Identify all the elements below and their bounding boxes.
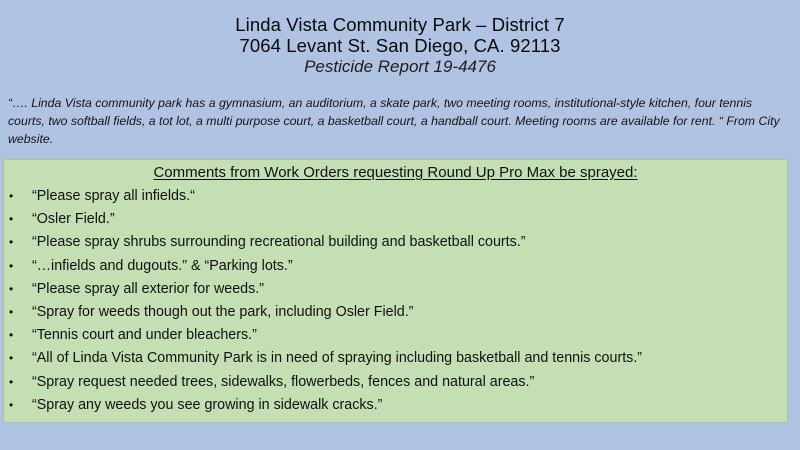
park-title: Linda Vista Community Park – District 7: [235, 14, 565, 35]
bullet-icon: •: [9, 281, 14, 296]
comment-text: “Spray any weeds you see growing in sidewalk cracks.”: [32, 396, 383, 413]
bullet-icon: •: [9, 189, 14, 203]
bullet-icon: •: [9, 212, 14, 227]
comments-list: [4, 185, 787, 417]
list-item: [4, 394, 787, 417]
list-item: [4, 347, 787, 370]
list-item: [4, 185, 787, 208]
comment-text: “Osler Field.”: [32, 211, 115, 228]
list-item: [4, 278, 787, 301]
comment-text: “Please spray shrubs surrounding recreational building and basketball courts.”: [32, 234, 526, 251]
list-item: [4, 231, 787, 254]
comment-text: “All of Linda Vista Community Park is in need of spraying including basketball and tennis courts.”: [32, 350, 643, 367]
bullet-icon: •: [9, 305, 14, 320]
report-number: Pesticide Report 19-4476: [304, 57, 496, 76]
park-description-quote: “…. Linda Vista community park has a gymnasium, an auditorium, a skate park, two meeting rooms, institutional-style kitchen, four tennis courts, two softball fields, a tot lot, a multi purpose court, a basketball court, a handball court. Meeting rooms are available for rent. “ From City website.: [8, 96, 780, 146]
comment-text: “Tennis court and under bleachers.”: [32, 327, 257, 344]
bullet-icon: •: [9, 258, 14, 273]
comment-text: “Spray request needed trees, sidewalks, flowerbeds, fences and natural areas.”: [32, 373, 535, 390]
bullet-icon: •: [9, 397, 14, 412]
comment-text: “…infields and dugouts.” & “Parking lots.”: [32, 257, 293, 274]
comments-heading: Comments from Work Orders requesting Round Up Pro Max be sprayed:: [153, 164, 638, 181]
comment-text: “Please spray all exterior for weeds.”: [32, 280, 265, 297]
work-order-comments-panel: [3, 159, 788, 423]
list-item: [4, 208, 787, 231]
bullet-icon: •: [9, 235, 14, 250]
list-item: [4, 371, 787, 394]
list-item: [4, 324, 787, 347]
comment-text: “Spray for weeds though out the park, including Osler Field.”: [32, 304, 414, 321]
comment-text: “Please spray all infields.“: [32, 188, 195, 204]
report-header: [0, 14, 800, 77]
list-item: [4, 301, 787, 324]
bullet-icon: •: [9, 328, 14, 343]
list-item: [4, 255, 787, 278]
bullet-icon: •: [9, 351, 14, 366]
park-address: 7064 Levant St. San Diego, CA. 92113: [239, 35, 561, 56]
bullet-icon: •: [9, 374, 14, 389]
